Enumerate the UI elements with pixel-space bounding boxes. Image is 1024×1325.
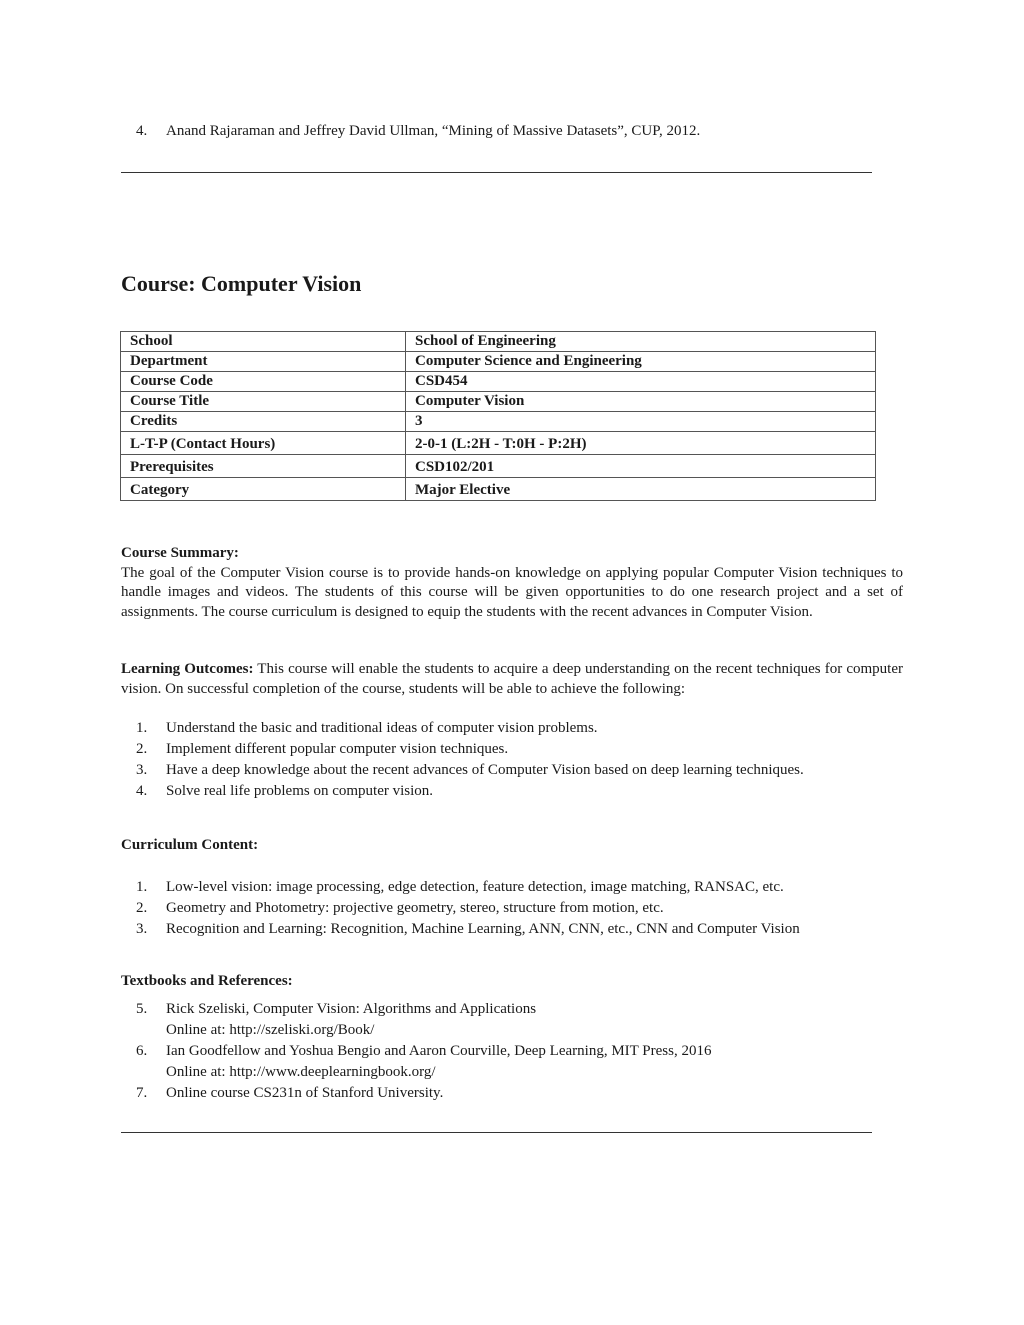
list-item [121,999,903,1041]
divider-top [121,172,872,173]
list-item [121,1083,903,1104]
table-value: Computer Science and Engineering [406,352,876,372]
learning-outcomes-section [121,660,903,699]
course-summary-section [121,544,903,622]
list-item [121,760,903,781]
textbooks-list [121,999,903,1104]
table-key: School [121,332,406,352]
table-key: Course Code [121,372,406,392]
table-key: L-T-P (Contact Hours) [121,432,406,455]
table-value: 3 [406,412,876,432]
outcomes-text: This course will enable the students to acquire a deep understanding on the recent techniques for computer vision. On successful completion of the course, students will be able to achieve the following: [121,661,904,697]
section-heading: Course Summary: [121,545,239,561]
list-number: 6. [136,1043,148,1059]
list-number: 2. [136,900,148,916]
list-text: Ian Goodfellow and Yoshua Bengio and Aaron Courville, Deep Learning, MIT Press, 2016 [166,1043,712,1059]
list-text: Implement different popular computer vision techniques. [166,741,509,757]
list-text: Recognition and Learning: Recognition, Machine Learning, ANN, CNN, etc., CNN and Computer Vision [166,921,800,937]
table-row [121,412,876,432]
list-number: 1. [136,879,148,895]
list-number: 7. [136,1085,148,1101]
list-item [121,718,903,739]
section-heading: Curriculum Content: [121,837,259,853]
list-number: 3. [136,921,148,937]
course-info-table [120,331,876,501]
list-text: Understand the basic and traditional ideas of computer vision problems. [166,720,598,736]
table-row [121,478,876,501]
table-value: Major Elective [406,478,876,501]
list-text: Geometry and Photometry: projective geometry, stereo, structure from motion, etc. [166,900,664,916]
divider-bottom [121,1132,872,1133]
online-link-text: Online at: http://szeliski.org/Book/ [166,1022,375,1038]
list-text: Anand Rajaraman and Jeffrey David Ullman, “Mining of Massive Datasets”, CUP, 2012. [166,123,701,139]
list-text: Solve real life problems on computer vision. [166,783,434,799]
outcomes-list [121,718,903,802]
table-row [121,352,876,372]
outcomes-paragraph [121,660,903,699]
table-key: Department [121,352,406,372]
list-number: 4. [136,123,148,139]
list-number: 3. [136,762,148,778]
page-title: Course: Computer Vision [121,271,362,296]
list-item [121,781,903,802]
list-item [121,122,901,142]
table-value: CSD102/201 [406,455,876,478]
table-value: School of Engineering [406,332,876,352]
list-text: Online course CS231n of Stanford University. [166,1085,444,1101]
list-number: 4. [136,783,148,799]
list-text: Have a deep knowledge about the recent advances of Computer Vision based on deep learning techniques. [166,762,804,778]
list-text: Low-level vision: image processing, edge detection, feature detection, image matching, RANSAC, etc. [166,879,784,895]
table-value: Computer Vision [406,392,876,412]
table-row [121,455,876,478]
table-row [121,432,876,455]
online-link-text: Online at: http://www.deeplearningbook.org/ [166,1064,436,1080]
list-item [121,898,903,919]
list-text: Rick Szeliski, Computer Vision: Algorithms and Applications [166,1001,537,1017]
table-key: Prerequisites [121,455,406,478]
list-item [121,877,903,898]
table-value: 2-0-1 (L:2H - T:0H - P:2H) [406,432,876,455]
table-row [121,392,876,412]
table-key: Category [121,478,406,501]
section-heading: Textbooks and References: [121,973,293,989]
list-number: 2. [136,741,148,757]
table-row [121,372,876,392]
table-key: Course Title [121,392,406,412]
summary-text: The goal of the Computer Vision course is to provide hands-on knowledge on applying popular Computer Vision techniques to handle images and videos. The students of this course will be given opportunities to do one research project and a set of assignments. The course curriculum is designed to equip the students with the recent advances in Computer Vision. [121,564,903,620]
section-heading: Learning Outcomes: [121,661,254,677]
table-row [121,332,876,352]
top-reference [121,122,901,142]
table-key: Credits [121,412,406,432]
list-item [121,1041,903,1083]
list-item [121,739,903,760]
list-number: 5. [136,1001,148,1017]
list-number: 1. [136,720,148,736]
curriculum-list [121,877,903,940]
table-value: CSD454 [406,372,876,392]
list-item [121,919,903,940]
